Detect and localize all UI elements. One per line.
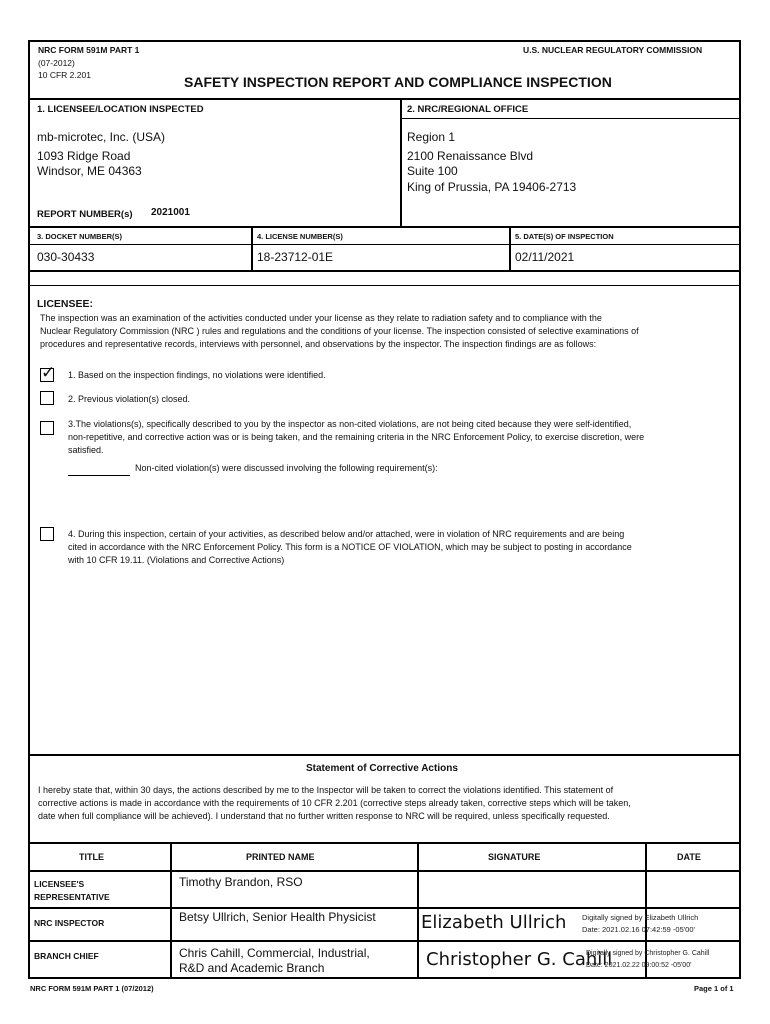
section2-label: 2. NRC/REGIONAL OFFICE — [407, 104, 529, 115]
licensee-address2: Windsor, ME 04363 — [37, 164, 142, 178]
report-number: 2021001 — [151, 207, 190, 218]
row1-title-line2: REPRESENTATIVE — [34, 892, 110, 902]
regional-office-line4: King of Prussia, PA 19406-2713 — [407, 180, 577, 194]
row2-signature: Elizabeth Ullrich — [421, 912, 567, 933]
checkmark-icon: ✓ — [41, 363, 56, 383]
row1-printed-name: Timothy Brandon, RSO — [179, 875, 303, 889]
col-title-header: TITLE — [79, 852, 104, 862]
noncited-text: Non-cited violation(s) were discussed involving the following requirement(s): — [135, 463, 438, 473]
item4-line2: cited in accordance with the NRC Enforcement Policy. This form is a NOTICE OF VIOLATION, which may be subject to posting in accordance — [68, 542, 632, 552]
statement-line3: date when full compliance will be achieved). I understand that no further written response to NRC will be required, unless specifically requested. — [38, 811, 610, 821]
col-signature-header: SIGNATURE — [488, 852, 541, 862]
item3-line2: non-repetitive, and corrective action was or is being taken, and the remaining criteria in the NRC Enforcement Policy, to exercise discretion, were — [68, 432, 645, 442]
row3-sig-meta1: Digitally signed by Christopher G. Cahill — [586, 950, 710, 957]
row3-printed-name-line1: Chris Cahill, Commercial, Industrial, — [179, 946, 370, 960]
regional-office-line3: Suite 100 — [407, 164, 458, 178]
item2-text: 2. Previous violation(s) closed. — [68, 394, 191, 404]
row1-title-line1: LICENSEE'S — [34, 879, 85, 889]
licensee-name: mb-microtec, Inc. (USA) — [37, 130, 166, 144]
row2-printed-name: Betsy Ullrich, Senior Health Physicist — [179, 910, 376, 924]
inspection-date-label: 5. DATE(S) OF INSPECTION — [515, 232, 614, 241]
item1-text: 1. Based on the inspection findings, no violations were identified. — [68, 370, 326, 380]
row3-signature: Christopher G. Cahill — [426, 949, 613, 970]
col-date-header: DATE — [677, 852, 701, 862]
intro-line1: The inspection was an examination of the activities conducted under your license as they relate to radiation safety and to compliance with the — [40, 313, 602, 323]
cfr-reference: 10 CFR 2.201 — [38, 70, 91, 80]
page-title: SAFETY INSPECTION REPORT AND COMPLIANCE INSPECTION — [184, 74, 612, 90]
section1-label: 1. LICENSEE/LOCATION INSPECTED — [37, 104, 204, 115]
item4-line1: 4. During this inspection, certain of your activities, as described below and/or attached, were in violation of NRC requirements and are being — [68, 529, 625, 539]
statement-line1: I hereby state that, within 30 days, the actions described by me to the Inspector will be taken to correct the violations identified. This statement of — [38, 785, 614, 795]
row3-sig-meta2: Date: 2021.02.22 09:00:52 -05'00' — [586, 962, 692, 969]
intro-line2: Nuclear Regulatory Commission (NRC ) rules and regulations and the conditions of your license. The inspection consisted of selective examinations of — [40, 326, 639, 336]
item4-line3: with 10 CFR 19.11. (Violations and Corrective Actions) — [68, 555, 285, 565]
footer-form-id: NRC FORM 591M PART 1 (07/2012) — [30, 984, 154, 993]
item4-checkbox[interactable] — [40, 527, 54, 541]
agency-name: U.S. NUCLEAR REGULATORY COMMISSION — [523, 45, 703, 55]
form-date: (07-2012) — [38, 58, 75, 68]
regional-office-line2: 2100 Renaissance Blvd — [407, 149, 534, 163]
license-label: 4. LICENSE NUMBER(S) — [257, 232, 343, 241]
docket-number: 030-30433 — [37, 250, 95, 264]
item3-line3: satisfied. — [68, 445, 104, 455]
licensee-heading: LICENSEE: — [37, 298, 94, 310]
item2-checkbox[interactable] — [40, 391, 54, 405]
licensee-address1: 1093 Ridge Road — [37, 149, 131, 163]
row1-signature-field[interactable] — [420, 874, 642, 904]
item1-checkbox[interactable] — [40, 363, 56, 383]
row3-title: BRANCH CHIEF — [34, 951, 99, 961]
item3-checkbox[interactable] — [40, 421, 54, 435]
statement-heading: Statement of Corrective Actions — [306, 763, 458, 774]
row2-title: NRC INSPECTOR — [34, 918, 105, 928]
intro-line3: procedures and representative records, interviews with personnel, and observations by the inspector. The inspection findings are as follows: — [40, 339, 597, 349]
footer-page-number: Page 1 of 1 — [694, 984, 734, 993]
col-printed-header: PRINTED NAME — [246, 852, 315, 862]
item3-line1: 3.The violations(s), specifically described to you by the inspector as non-cited violations, are not being cited because they were self-identified, — [68, 419, 632, 429]
inspection-date: 02/11/2021 — [515, 250, 575, 264]
row2-sig-meta2: Date: 2021.02.16 07:42:59 -05'00' — [582, 925, 695, 934]
statement-line2: corrective actions is made in accordance with the requirements of 10 CFR 2.201 (corrective steps already taken, corrective steps which will be taken, — [38, 798, 631, 808]
form-id: NRC FORM 591M PART 1 — [38, 45, 140, 55]
docket-label: 3. DOCKET NUMBER(S) — [37, 232, 123, 241]
row3-printed-name-line2: R&D and Academic Branch — [179, 961, 325, 975]
report-number-label: REPORT NUMBER(s) — [37, 209, 133, 220]
regional-office-line1: Region 1 — [407, 130, 456, 144]
license-number: 18-23712-01E — [257, 250, 334, 264]
row2-sig-meta1: Digitally signed by Elizabeth Ullrich — [582, 913, 699, 922]
